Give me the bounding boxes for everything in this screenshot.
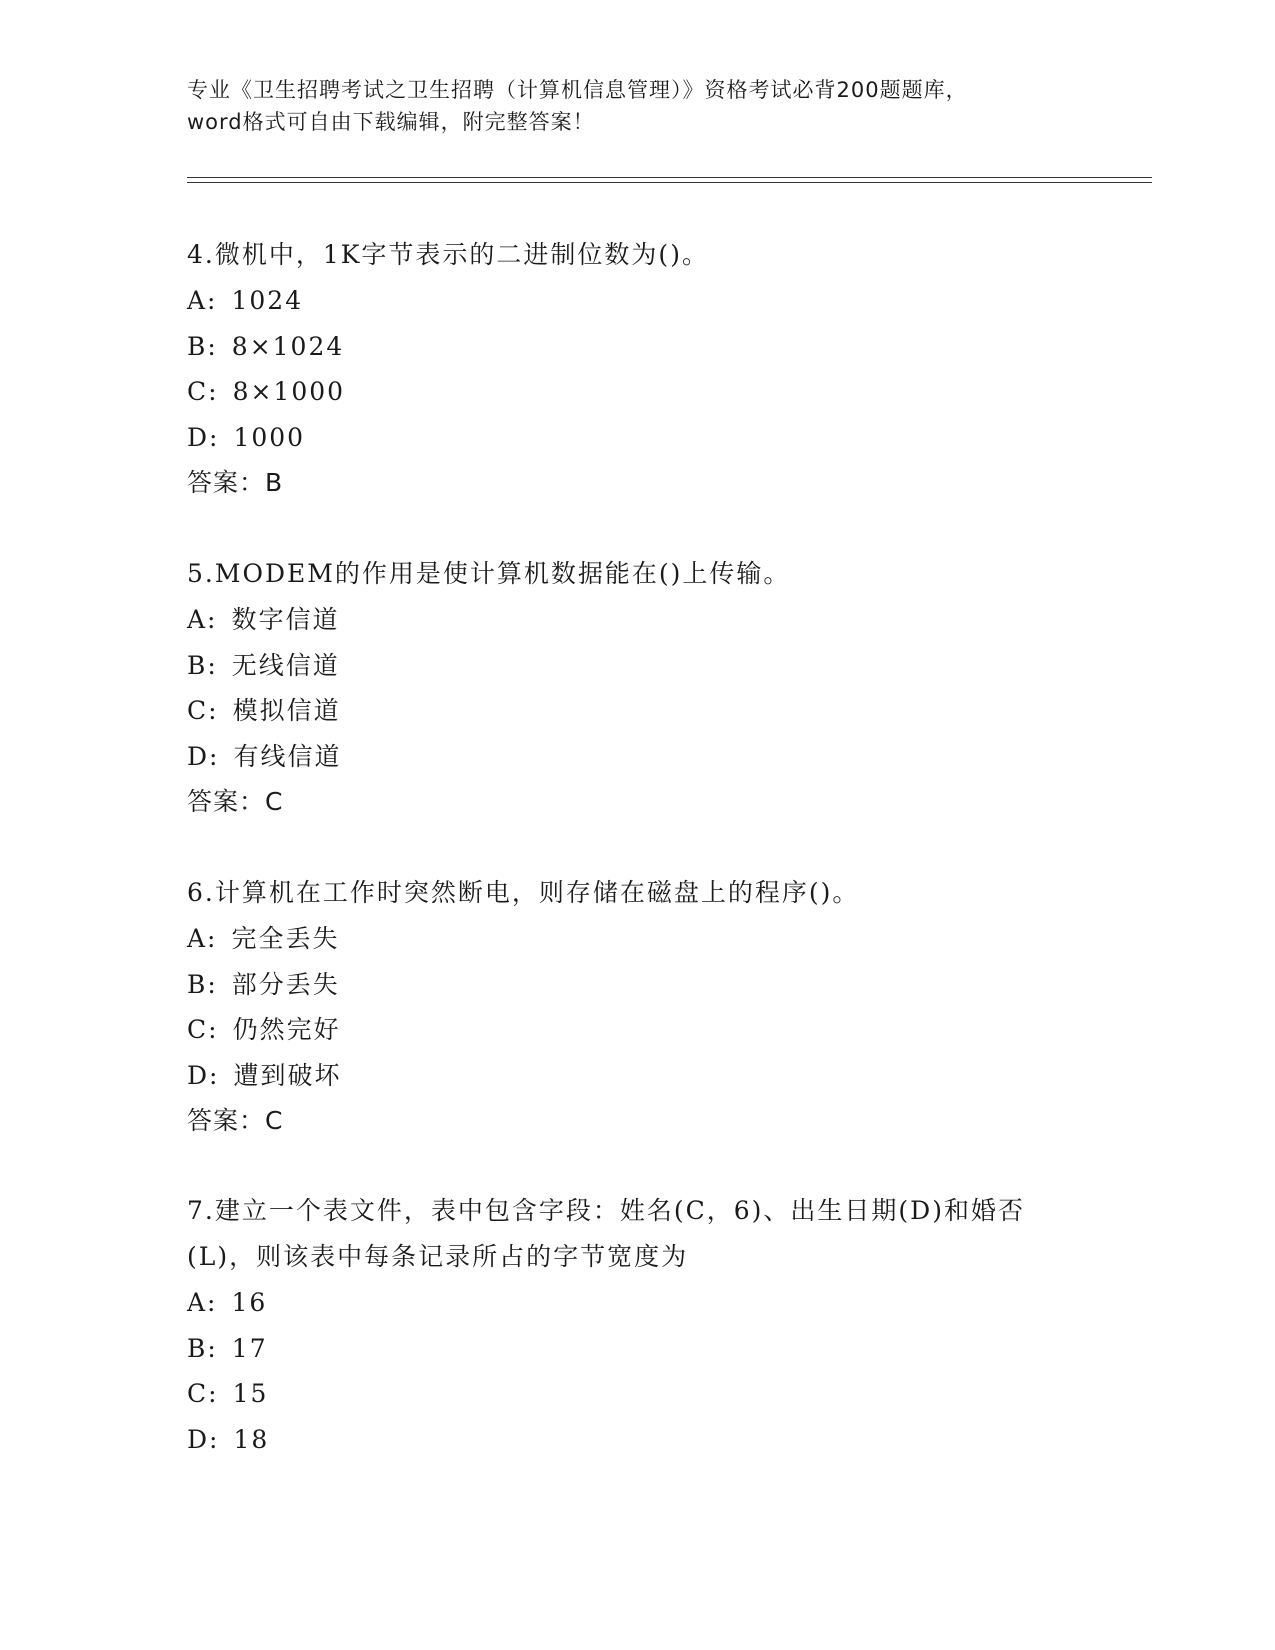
- answer-label: 答案：C: [187, 1106, 284, 1135]
- answer-label: 答案：C: [187, 787, 284, 816]
- option-key: B:: [187, 331, 218, 361]
- header-divider-bottom: [187, 182, 1152, 183]
- option-key: A:: [187, 605, 218, 634]
- option-c: [187, 1007, 1087, 1053]
- option-a: [187, 1280, 1087, 1326]
- option-key: D:: [187, 422, 220, 452]
- document-header: [187, 74, 1087, 138]
- option-d: [187, 1417, 1087, 1463]
- option-key: A:: [187, 924, 218, 953]
- option-b: [187, 962, 1087, 1008]
- option-key: B:: [187, 1333, 218, 1363]
- question-text: 5.MODEM的作用是使计算机数据能在()上传输。: [187, 559, 791, 588]
- option-value: 18: [233, 1424, 270, 1454]
- question-7: [187, 1188, 1087, 1462]
- option-key: D:: [187, 1060, 220, 1090]
- option-value: 仍然完好: [232, 1015, 341, 1044]
- option-c: [187, 688, 1087, 734]
- option-value: 8×1000: [232, 377, 346, 406]
- option-value: 有线信道: [233, 741, 342, 771]
- question-text: 6.计算机在工作时突然断电，则存储在磁盘上的程序()。: [187, 878, 860, 907]
- option-value: 完全丢失: [231, 924, 340, 953]
- option-value: 部分丢失: [231, 969, 340, 999]
- option-b: [187, 1326, 1087, 1372]
- option-value: 遭到破坏: [233, 1060, 342, 1090]
- option-a: [187, 916, 1087, 962]
- question-text: 4.微机中，1K字节表示的二进制位数为()。: [187, 240, 709, 269]
- option-value: 1024: [231, 286, 304, 315]
- header-line-2: word格式可自由下载编辑，附完整答案！: [187, 110, 595, 134]
- option-key: C:: [187, 1379, 219, 1408]
- option-key: D:: [187, 741, 220, 771]
- question-text: 7.建立一个表文件，表中包含字段：姓名(C，6)、出生日期(D)和婚否(L)，则该表中每条记录所占的字节宽度为: [187, 1196, 1025, 1271]
- question-4: [187, 232, 1087, 505]
- option-value: 数字信道: [231, 605, 340, 634]
- option-d: [187, 415, 1087, 461]
- option-d: [187, 1053, 1087, 1099]
- question-5: [187, 551, 1087, 824]
- option-key: C:: [187, 377, 219, 406]
- option-value: 1000: [233, 422, 306, 452]
- option-c: [187, 1371, 1087, 1417]
- option-key: D:: [187, 1424, 220, 1454]
- option-value: 模拟信道: [232, 696, 341, 725]
- option-a: [187, 597, 1087, 643]
- option-value: 无线信道: [231, 650, 340, 680]
- option-key: B:: [187, 969, 218, 999]
- option-value: 15: [232, 1379, 269, 1408]
- option-value: 16: [231, 1288, 268, 1317]
- option-key: C:: [187, 696, 219, 725]
- option-value: 17: [231, 1333, 268, 1363]
- option-a: [187, 278, 1087, 324]
- option-b: [187, 324, 1087, 370]
- option-d: [187, 734, 1087, 780]
- option-value: 8×1024: [231, 331, 345, 361]
- option-b: [187, 643, 1087, 689]
- answer-label: 答案：B: [187, 468, 284, 497]
- header-divider-top: [187, 177, 1152, 178]
- header-line-1: 专业《卫生招聘考试之卫生招聘（计算机信息管理）》资格考试必背200题题库，: [187, 78, 968, 102]
- option-key: B:: [187, 650, 218, 680]
- option-key: A:: [187, 286, 218, 315]
- option-c: [187, 369, 1087, 415]
- option-key: C:: [187, 1015, 219, 1044]
- option-key: A:: [187, 1288, 218, 1317]
- question-6: [187, 870, 1087, 1143]
